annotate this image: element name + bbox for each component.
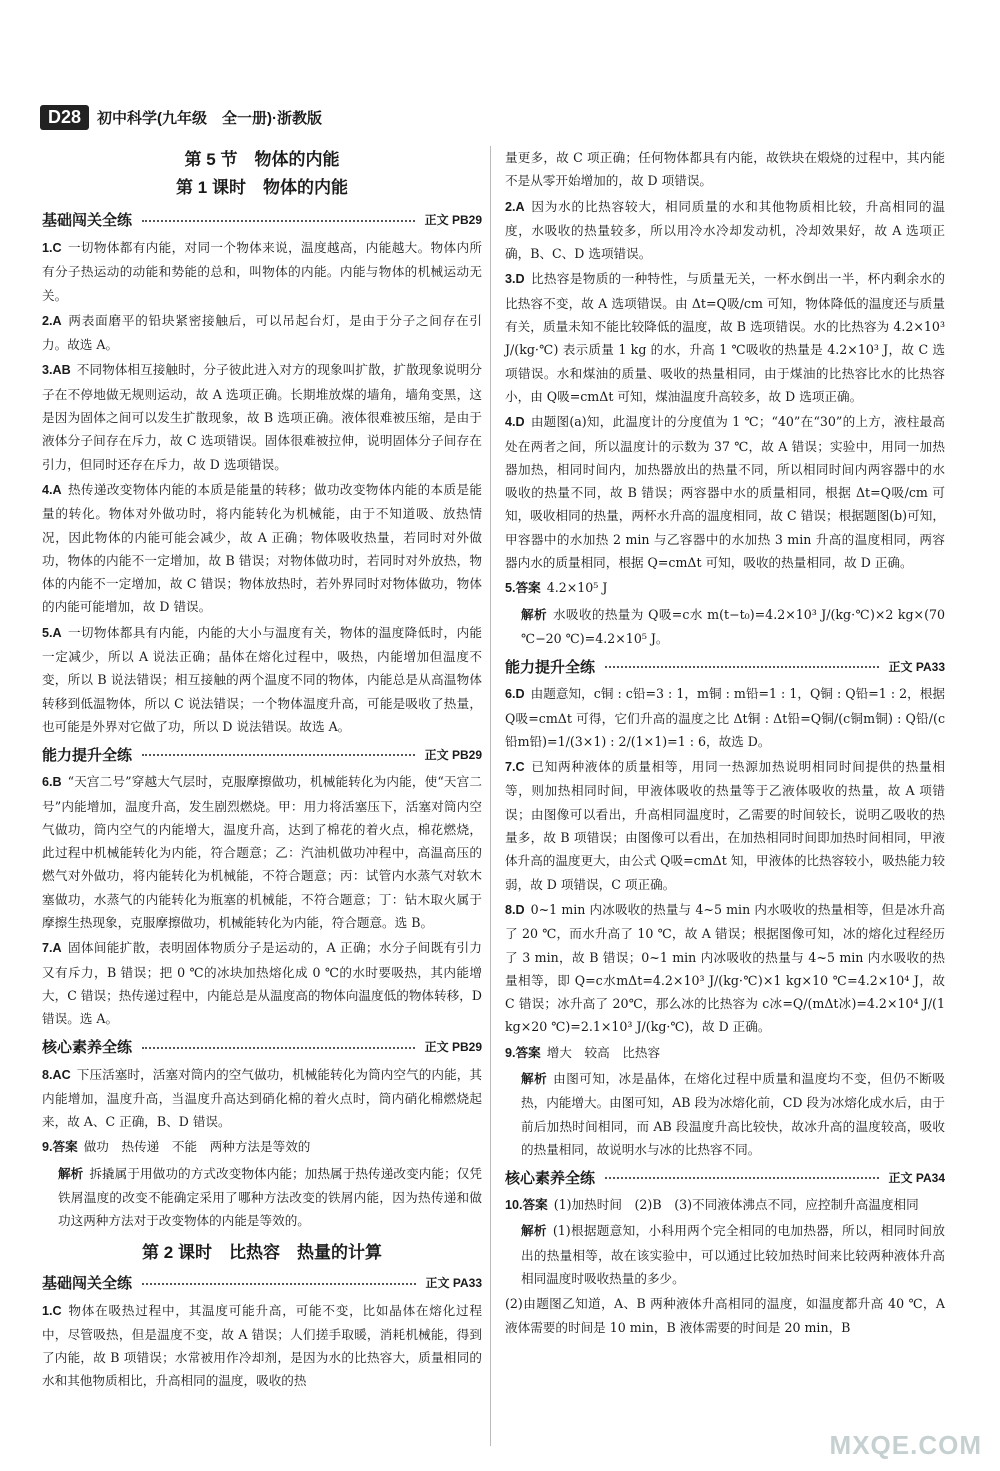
section-header — [42, 742, 482, 768]
answer-item — [42, 236, 482, 307]
section-ref: 正文 PA33 — [425, 1275, 482, 1290]
answer-text: 由题意知，c铜 : c铅=3 : 1，m铜 : m铅=1 : 1，Q铜 : Q铅=1 : 2，根据 Q吸=cmΔt 可得，它们升高的温度之比 Δt铜 : Δt铅=Q铜/(c铜m铜) : Q铅/(c铅m铅)=1/(3×1) : 2/(1×1)=1 : 6，故选 D。 — [505, 686, 945, 749]
answer-text: 两表面磨平的铅块紧密接触后，可以吊起台灯，是由于分子之间存在引力。故选 A。 — [42, 312, 482, 353]
section-ref: 正文 PB29 — [424, 1039, 482, 1054]
lesson-title: 第 1 课时 物体的内能 — [176, 178, 348, 197]
dotted-leader — [142, 754, 415, 756]
answer-number: 8.AC — [42, 1067, 71, 1082]
right-column — [505, 146, 945, 1341]
answer-item — [42, 309, 482, 357]
answer-text: 做功 热传递 不能 两种方法是等效的 — [83, 1139, 311, 1155]
section-ref: 正文 PB29 — [424, 747, 482, 762]
answer-number: 6.D — [505, 687, 525, 702]
answer-text: 因为水的比热容较大，相同质量的水和其他物质相比较，升高相同的温度，水吸收的热量较多，所以用冷水冷却发动机，冷却效果好，故 A 选项正确，B、C、D 选项错误。 — [505, 198, 945, 262]
answer-text: (2)由题图乙知道，A、B 两种液体升高相同的温度，如温度都升高 40 ℃，A 液体需要的时间是 10 min，B 液体需要的时间是 20 min，B — [505, 1296, 945, 1335]
watermark: MXQE.COM — [829, 1430, 982, 1460]
section-title: 能力提升全练 — [505, 658, 596, 676]
answer-item — [505, 410, 945, 574]
answer-item — [42, 478, 482, 619]
answer-item — [505, 576, 945, 600]
answer-number: 6.B — [42, 775, 62, 790]
answer-item — [505, 195, 945, 266]
answer-number: 1.C — [42, 1303, 62, 1318]
answer-number: 9.答案 — [42, 1140, 78, 1155]
answer-item — [505, 1041, 945, 1065]
answer-number: 7.A — [42, 941, 62, 956]
answer-list — [505, 682, 945, 1161]
answer-item — [505, 603, 945, 651]
answer-item — [505, 898, 945, 1039]
answer-list — [42, 1299, 482, 1393]
answer-number: 7.C — [505, 760, 525, 775]
column-divider — [490, 146, 491, 1446]
answer-text: 物体在吸热过程中，其温度可能升高，可能不变，比如晶体在熔化过程中，尽管吸热，但是温度不变，故 A 错误；人们搓手取暖，消耗机械能，得到了内能，故 B 项错误；水常被用作冷却剂，是因为水的比热容大，质量相同的水和其他物质相比，升高相同的温度，吸收的热 — [42, 1302, 482, 1389]
answer-number: 8.D — [505, 902, 525, 917]
answer-number: 解析 — [58, 1166, 84, 1181]
section-title: 能力提升全练 — [42, 746, 133, 764]
answer-item — [42, 1135, 482, 1159]
page-header — [40, 104, 322, 130]
answer-item — [505, 1193, 945, 1217]
answer-text: 量更多，故 C 项正确；任何物体都具有内能，故铁块在煅烧的过程中，其内能不是从零开始增加的，故 D 项错误。 — [505, 150, 945, 189]
answer-text: 不同物体相互接触时，分子彼此进入对方的现象叫扩散，扩散现象说明分子在不停地做无规则运动，故 A 选项正确。长期堆放煤的墙角，墙角变黑，这是因为固体之间可以发生扩散现象，故 B 选项正确。液体很难被压缩，是由于液体分子间存在斥力，故 C 选项错误。固体很难被拉伸，说明固体分子间存在引力，但同时还存在斥力，故 D 选项错误。 — [42, 362, 482, 472]
answer-number: 10.答案 — [505, 1198, 548, 1213]
section-title: 基础闯关全练 — [42, 1274, 133, 1292]
dotted-leader — [605, 666, 879, 668]
answer-number: 3.AB — [42, 363, 71, 378]
answer-item — [42, 936, 482, 1030]
answer-item — [42, 1162, 482, 1233]
answer-text: 拆撬属于用做功的方式改变物体内能；加热属于热传递改变内能；仅凭铁屑温度的改变不能确定采用了哪种方法改变的铁屑内能，因为热传递和做功这两种方法对于改变物体的内能是等效的。 — [58, 1165, 483, 1229]
dotted-leader — [605, 1177, 879, 1179]
answer-number: 解析 — [521, 1071, 548, 1086]
answer-list — [505, 146, 945, 650]
answer-item — [42, 621, 482, 738]
answer-text: 比热容是物质的一种特性，与质量无关，一杯水倒出一半，杯内剩余水的比热容不变，故 A 选项错误。由 Δt=Q吸/cm 可知，物体降低的温度还与质量有关，质量未知不能比较降低的温度，故 B 选项错误。水的比热容为 4.2×10³ J/(kg·℃) 表示质量 1 kg 的水，升高 1 ℃吸收的热量是 4.2×10³ J，故 C 选项错误。水和煤油的质量、吸收的热量相同，由于煤油的比热容比水的比热容小，由 Q吸=cmΔt 可知，煤油温度升高较多，故 D 选项正确。 — [505, 271, 945, 404]
answer-item — [505, 755, 945, 896]
section-header — [42, 208, 482, 234]
answer-list — [42, 236, 482, 738]
answer-number: 2.A — [42, 313, 62, 328]
answer-text: 水吸收的热量为 Q吸=c水 m(t−t₀)=4.2×10³ J/(kg·℃)×2 kg×(70 ℃−20 ℃)=4.2×10⁵ J。 — [521, 606, 946, 646]
answer-list — [42, 1063, 482, 1233]
answer-text: “天宫二号”穿越大气层时，克服摩擦做功，机械能转化为内能，使“天宫二号”内能增加，温度升高，发生剧烈燃烧。甲：用力将活塞压下，活塞对筒内空气做功，筒内空气的内能增大，温度升高，达到了棉花的着火点，棉花燃烧，此过程中机械能转化为内能，符合题意；乙：汽油机做功冲程中，高温高压的燃气对外做功，将内能转化为机械能，不符合题意；丙：试管内水蒸气对软木塞做功，水蒸气的内能转化为瓶塞的机械能，不符合题意；丁：钻木取火属于摩擦生热现象，克服摩擦做功，机械能转化为内能，符合题意。选 B。 — [42, 774, 482, 931]
answer-text: (1)加热时间 (2)B (3)不同液体沸点不同，应控制升高温度相同 — [553, 1197, 919, 1213]
answer-number: 1.C — [42, 241, 62, 255]
section-ref: 正文 PA33 — [888, 659, 945, 674]
answer-number: 解析 — [521, 1224, 547, 1239]
page-number: D28 — [40, 105, 89, 130]
section-title: 基础闯关全练 — [42, 212, 133, 230]
answer-number: 解析 — [521, 607, 547, 622]
section-header — [505, 1165, 945, 1191]
left-column — [42, 146, 482, 1395]
answer-item — [505, 146, 945, 193]
answer-item — [505, 682, 945, 753]
answer-text: 一切物体都具有内能，内能的大小与温度有关，物体的温度降低时，内能一定减少，所以 A 说法正确；晶体在熔化过程中，吸热，内能增加但温度不变，所以 B 说法错误；相互接触的两个温度不同的物体，内能总是从高温物体转移到低温物体，所以 C 说法错误；一个物体温度升高，可能是吸收了热量，也可能是外界对它做了功，所以 D 说法错误。故选 A。 — [42, 624, 482, 734]
answer-text: 下压活塞时，活塞对筒内的空气做功，机械能转化为筒内空气的内能，其内能增加，温度升高，当温度升高达到硝化棉的着火点时，筒内硝化棉燃烧起来，故 A、C 正确，B、D 错误。 — [42, 1066, 482, 1130]
answer-item — [42, 358, 482, 475]
answer-item — [42, 1063, 482, 1134]
section-ref: 正文 PA34 — [888, 1170, 945, 1185]
dotted-leader — [142, 1283, 416, 1285]
answer-item — [505, 1067, 945, 1161]
answer-text: 增大 较高 比热容 — [546, 1044, 661, 1060]
section-title: 核心素养全练 — [505, 1169, 596, 1187]
answer-number: 5.答案 — [505, 581, 541, 596]
answer-number: 4.A — [42, 482, 62, 497]
answer-text: 由图可知，冰是晶体，在熔化过程中质量和温度均不变，但仍不断吸热，内能增大。由图可知，AB 段为冰熔化前，CD 段为冰熔化成水后，由于前后加热时间相同，而 AB 段温度升高比较快，故冰升高的温度较高，吸收的热量相同，故说明水与冰的比热容不同。 — [521, 1070, 946, 1157]
answer-text: 已知两种液体的质量相等，用同一热源加热说明相同时间提供的热量相等，则加热相同时间，甲液体吸收的热量等于乙液体吸收的热量，故 A 项错误；由图像可以看出，升高相同温度时，乙需要的时间较长，说明乙吸收的热量多，故 B 项错误；由图像可以看出，在加热相同时间即加热时间相同，甲液体升高的温度更大，由公式 Q吸=cmΔt 知，甲液体的比热容较小，吸热能力较弱，故 D 项错误，C 项正确。 — [505, 759, 945, 892]
section-ref: 正文 PB29 — [424, 213, 482, 228]
book-title: 初中科学(九年级 全一册)·浙教版 — [97, 109, 323, 127]
answer-text: 由题图(a)知，此温度计的分度值为 1 ℃；“40”在“30”的上方，液柱最高处在两者之间，所以温度计的示数为 37 ℃，故 A 错误；实验中，用同一加热器加热，相同时间内，加热器放出的热量不同，所以相同时间内两容器中的水吸收的热量不同，故 B 错误；两容器中水的质量相同，根据 Δt=Q吸/cm 可知，吸收相同的热量，两杯水升高的温度相同，故 C 错误；根据题图(b)可知，甲容器中的水加热 2 min 与乙容器中的水加热 3 min 升高的温度相同，两容器内水的质量相同，根据 Q=cmΔt 可知，吸收的热量相同，故 D 正确。 — [505, 414, 945, 571]
answer-item — [505, 1292, 945, 1339]
answer-item — [42, 770, 482, 934]
answer-number: 3.D — [505, 272, 525, 287]
answer-number: 5.A — [42, 625, 62, 640]
section-header — [42, 1035, 482, 1061]
answer-text: (1)根据题意知，小科用两个完全相同的电加热器，所以，相同时间放出的热量相等，故在该实验中，可以通过比较加热时间来比较两种液体升高相同温度时吸收热量的多少。 — [521, 1223, 946, 1287]
section-header — [505, 654, 945, 680]
answer-item — [505, 267, 945, 408]
answer-number: 4.D — [505, 415, 525, 430]
answer-item — [42, 1299, 482, 1393]
answer-text: 一切物体都有内能，对同一个物体来说，温度越高，内能越大。物体内所有分子热运动的动能和势能的总和，叫物体的内能。内能与物体的机械运动无关。 — [42, 240, 482, 303]
chapter-title: 第 5 节 物体的内能 — [184, 150, 340, 169]
answer-text: 4.2×10⁵ J — [546, 580, 608, 596]
section-title: 核心素养全练 — [42, 1038, 133, 1056]
answer-number: 9.答案 — [505, 1045, 541, 1060]
answer-item — [505, 1219, 945, 1290]
dotted-leader — [142, 1047, 415, 1049]
dotted-leader — [142, 220, 415, 222]
section-header — [42, 1271, 482, 1297]
answer-text: 0~1 min 内冰吸收的热量与 4~5 min 内水吸收的热量相等，但是冰升高了 20 ℃，而水升高了 10 ℃，故 A 错误；根据图像可知，冰的熔化过程经历了 3 min，故 B 错误；0~1 min 内冰吸收的热量与 4~5 min 内水吸收的热量相等，即 Q=c水mΔt=4.2×10³ J/(kg·℃)×1 kg×10 ℃=4.2×10⁴ J，故 C 错误；冰升高了 20℃，那么冰的比热容为 c冰=Q/(mΔt冰)=4.2×10⁴ J/(1 kg×20 ℃)=2.1×10³ J/(kg·℃)，故 D 正确。 — [505, 901, 945, 1035]
answer-list — [505, 1193, 945, 1339]
answer-list — [42, 770, 482, 1030]
lesson-title: 第 2 课时 比热容 热量的计算 — [142, 1242, 382, 1262]
answer-text: 热传递改变物体内能的本质是能量的转移；做功改变物体内能的本质是能量的转化。物体对外做功时，将内能转化为机械能，由于不知道吸、放热情况，因此物体的内能可能会减少，故 A 正确；物体吸收热量，若同时对外做功，物体的内能不一定增加，故 B 错误；对物体做功时，若同时对外放热，物体的内能不一定增加，故 C 错误；物体放热时，若外界同时对物体做功，物体的内能可能增加，故 D 错误。 — [42, 481, 482, 615]
answer-number: 2.A — [505, 199, 525, 214]
answer-text: 固体间能扩散，表明固体物质分子是运动的，A 正确；水分子间既有引力又有斥力，B 错误；把 0 ℃的冰块加热熔化成 0 ℃的水时要吸热，其内能增大，C 错误；热传递过程中，内能总是从温度高的物体向温度低的物体转移，D 错误。选 A。 — [42, 940, 482, 1027]
